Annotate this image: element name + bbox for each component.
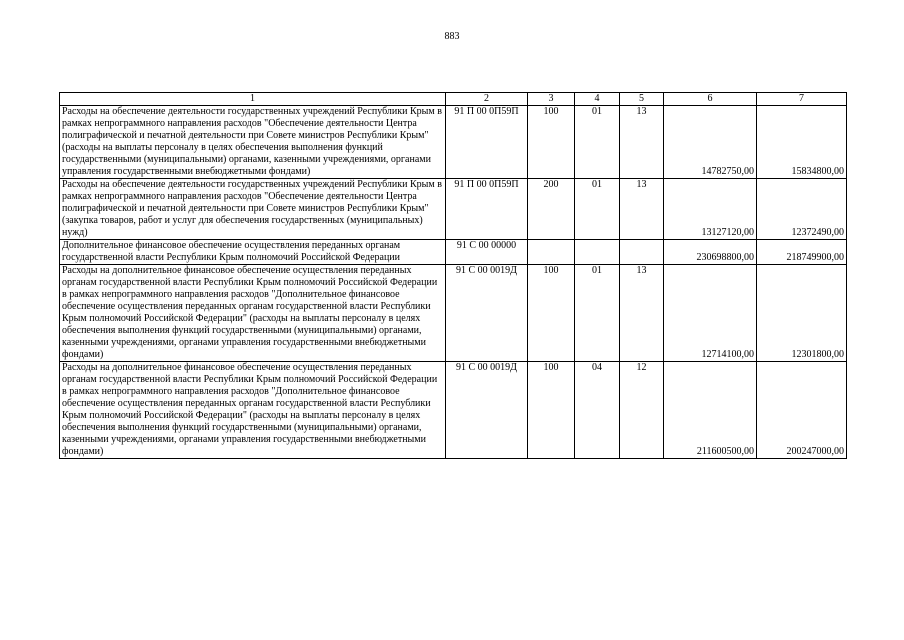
row-code: 91 С 00 00000 xyxy=(446,240,528,265)
row-code: 91 С 00 0019Д xyxy=(446,362,528,459)
table-row xyxy=(60,265,847,362)
row-sum-1: 13127120,00 xyxy=(664,179,757,240)
row-subsection: 13 xyxy=(620,265,664,362)
row-sum-2: 15834800,00 xyxy=(757,106,847,179)
row-section: 01 xyxy=(575,179,620,240)
row-sum-2: 200247000,00 xyxy=(757,362,847,459)
row-description: Дополнительное финансовое обеспечение осуществления переданных органам государственной власти Республики Крым полномочий Российской Федерации xyxy=(60,240,446,265)
column-header-6: 6 xyxy=(664,93,757,106)
column-header-5: 5 xyxy=(620,93,664,106)
row-code: 91 П 00 0П59П xyxy=(446,106,528,179)
row-expense-type: 100 xyxy=(528,265,575,362)
row-subsection: 12 xyxy=(620,362,664,459)
row-section: 01 xyxy=(575,265,620,362)
row-sum-1: 211600500,00 xyxy=(664,362,757,459)
row-expense-type: 100 xyxy=(528,106,575,179)
budget-table xyxy=(59,92,847,459)
row-expense-type xyxy=(528,240,575,265)
column-header-1: 1 xyxy=(60,93,446,106)
header-row xyxy=(60,93,847,106)
row-section xyxy=(575,240,620,265)
row-expense-type: 100 xyxy=(528,362,575,459)
row-description: Расходы на дополнительное финансовое обеспечение осуществления переданных органам государственной власти Республики Крым полномочий Российской Федерации в рамках непрограммного направления расходов "Дополнительное финансовое обеспечение осуществления переданных органам государственной власти Республики Крым полномочий Российской Федерации" (расходы на выплаты персоналу в целях обеспечения выполнения функций государственными (муниципальными) органами, казенными учреждениями, органами управления государственными внебюджетными фондами) xyxy=(60,265,446,362)
table-row xyxy=(60,240,847,265)
column-header-3: 3 xyxy=(528,93,575,106)
row-description: Расходы на обеспечение деятельности государственных учреждений Республики Крым в рамках непрограммного направления расходов "Обеспечение деятельности Центра полиграфической и печатной деятельности при Совете министров Республики Крым" (закупка товаров, работ и услуг для обеспечения государственных (муниципальных) нужд) xyxy=(60,179,446,240)
row-section: 04 xyxy=(575,362,620,459)
table-row xyxy=(60,106,847,179)
row-sum-2: 12301800,00 xyxy=(757,265,847,362)
row-subsection: 13 xyxy=(620,106,664,179)
row-sum-1: 230698800,00 xyxy=(664,240,757,265)
row-code: 91 С 00 0019Д xyxy=(446,265,528,362)
row-sum-2: 12372490,00 xyxy=(757,179,847,240)
column-header-4: 4 xyxy=(575,93,620,106)
row-description: Расходы на обеспечение деятельности государственных учреждений Республики Крым в рамках непрограммного направления расходов "Обеспечение деятельности Центра полиграфической и печатной деятельности при Совете министров Республики Крым" (расходы на выплаты персоналу в целях обеспечения выполнения функций государственными (муниципальными) органами, казенными учреждениями, органами управления государственными внебюджетными фондами) xyxy=(60,106,446,179)
row-description: Расходы на дополнительное финансовое обеспечение осуществления переданных органам государственной власти Республики Крым полномочий Российской Федерации в рамках непрограммного направления расходов "Дополнительное финансовое обеспечение осуществления переданных органам государственной власти Республики Крым полномочий Российской Федерации" (расходы на выплаты персоналу в целях обеспечения выполнения функций государственными (муниципальными) органами, казенными учреждениями, органами управления государственными внебюджетными фондами) xyxy=(60,362,446,459)
row-expense-type: 200 xyxy=(528,179,575,240)
column-header-2: 2 xyxy=(446,93,528,106)
row-subsection xyxy=(620,240,664,265)
page-number: 883 xyxy=(444,31,460,42)
row-subsection: 13 xyxy=(620,179,664,240)
column-header-7: 7 xyxy=(757,93,847,106)
table-row xyxy=(60,179,847,240)
row-code: 91 П 00 0П59П xyxy=(446,179,528,240)
row-sum-1: 12714100,00 xyxy=(664,265,757,362)
row-sum-1: 14782750,00 xyxy=(664,106,757,179)
table-row xyxy=(60,362,847,459)
row-section: 01 xyxy=(575,106,620,179)
row-sum-2: 218749900,00 xyxy=(757,240,847,265)
